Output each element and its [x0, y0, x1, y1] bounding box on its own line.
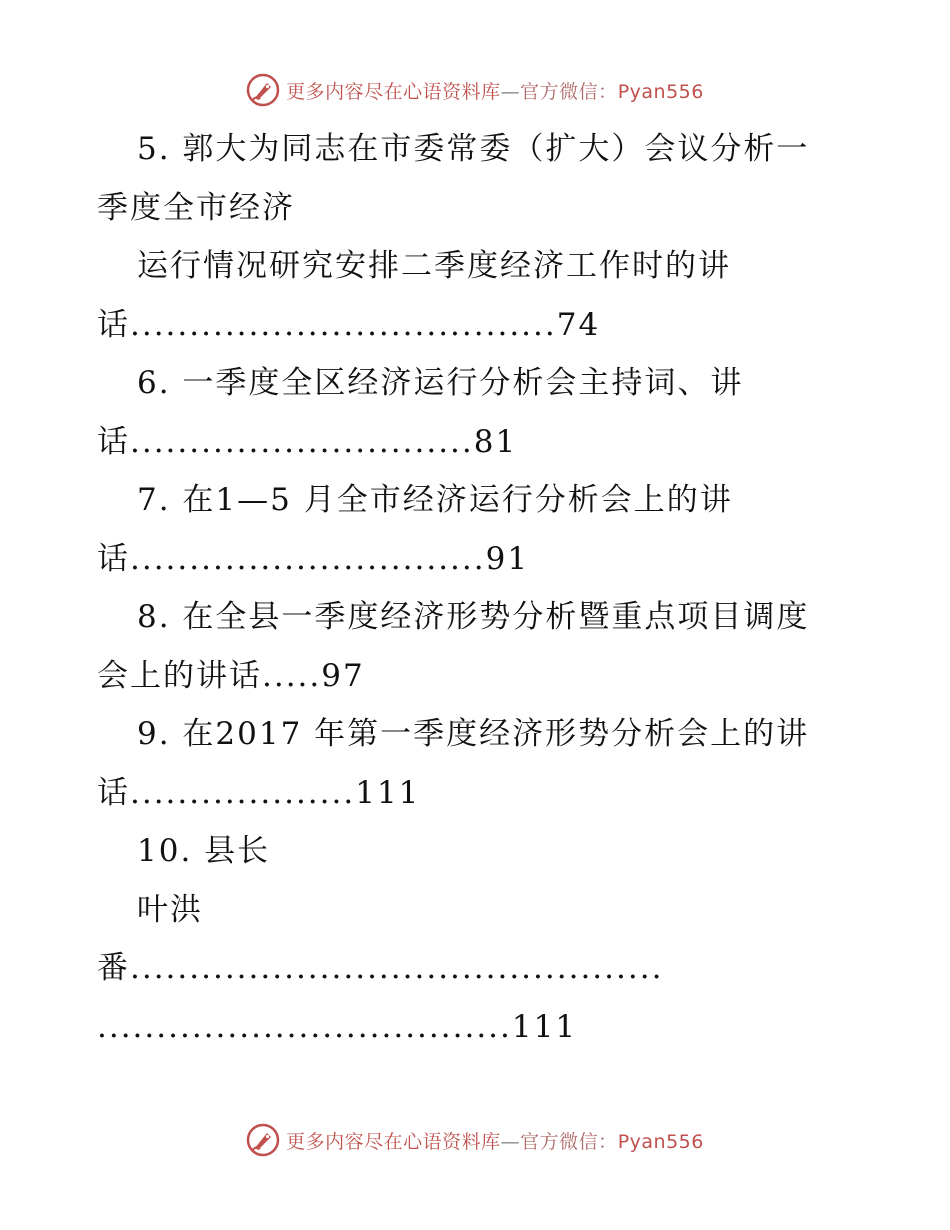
pen-nib-logo-icon: [246, 1123, 280, 1157]
toc-line: 7. 在1—5 月全市经济运行分析会上的讲: [137, 482, 733, 518]
toc-line: 9. 在2017 年第一季度经济形势分析会上的讲: [137, 716, 810, 752]
toc-line: 5. 郭大为同志在市委常委（扩大）会议分析一: [137, 131, 810, 167]
toc-line: 季度全市经济: [97, 189, 295, 226]
table-of-contents: [97, 120, 857, 1056]
toc-line: 10. 县长: [137, 833, 271, 869]
toc-line: 会上的讲话.....97: [97, 657, 365, 694]
footer-banner-text: 更多内容尽在心语资料库—官方微信：Pyan556: [286, 1130, 704, 1153]
footer-banner: [0, 1118, 950, 1162]
toc-line: 话..............................91: [97, 540, 530, 577]
toc-line: 8. 在全县一季度经济形势分析暨重点项目调度: [137, 599, 810, 635]
toc-line: 6. 一季度全区经济运行分析会主持词、讲: [137, 365, 744, 401]
toc-line: 话....................................74: [97, 306, 601, 343]
pen-nib-logo-icon: [246, 73, 280, 107]
toc-line: 运行情况研究安排二季度经济工作时的讲: [137, 248, 731, 284]
header-banner-text: 更多内容尽在心语资料库—官方微信：Pyan556: [286, 80, 704, 103]
header-banner-content: [246, 73, 704, 107]
toc-line: 番.............................................: [97, 950, 664, 986]
toc-line: 话.............................81: [97, 423, 518, 460]
footer-banner-content: [246, 1123, 704, 1157]
toc-line: 叶洪: [137, 891, 203, 928]
header-banner: [0, 68, 950, 112]
toc-line: 话...................111: [97, 774, 421, 811]
toc-line: ...................................111: [97, 1008, 578, 1045]
